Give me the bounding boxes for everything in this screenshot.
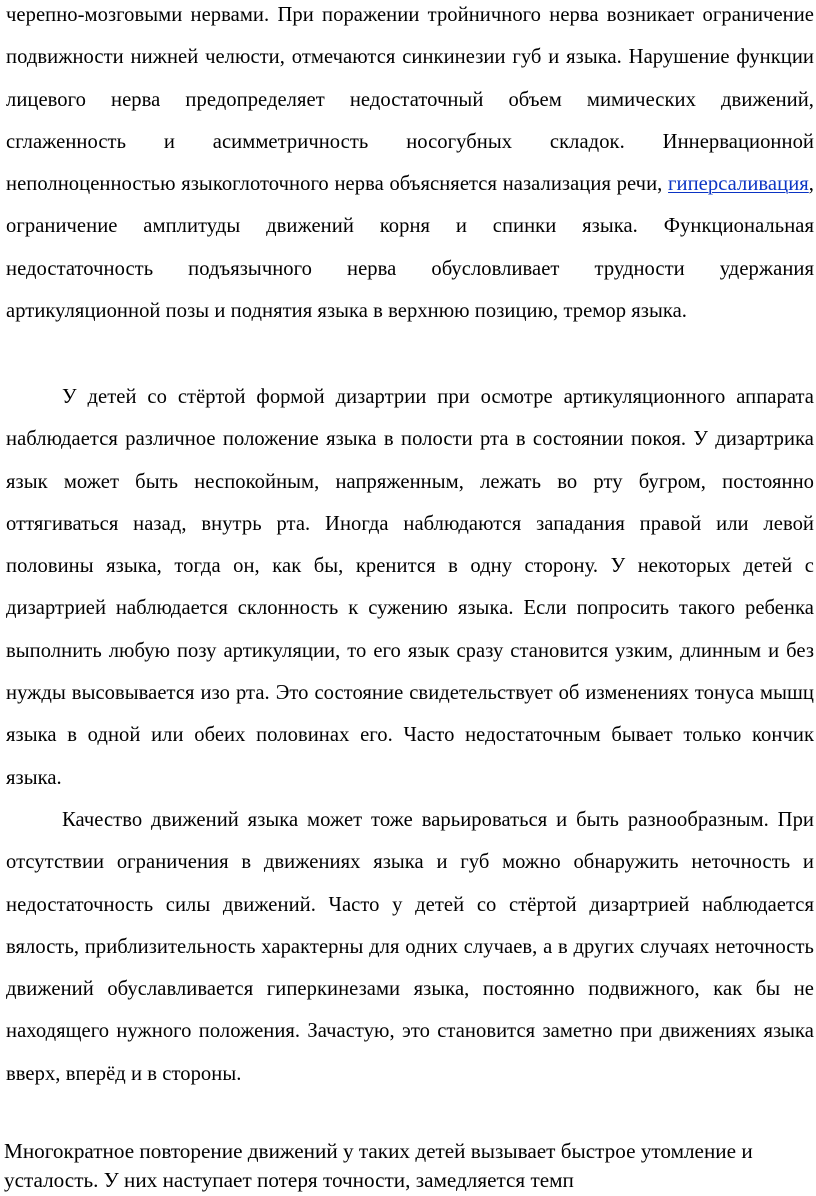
- hypersalivation-link[interactable]: гиперсаливация: [668, 173, 809, 196]
- paragraph-movement-quality: Качество движений языка может тоже варьироваться и быть разнообразным. При отсутствии ограничения в движениях языка и губ можно обнаружить неточность и недостаточность силы движений. Часто у детей со стёртой дизартрией наблюдается вялость, приблизительность характерны для одних случаев, а в других случаях неточность движений обуславливается гиперкинезами языка, постоянно подвижного, как бы не находящего нужного положения. Зачастую, это становится заметно при движениях языка вверх, вперёд и в стороны.: [6, 809, 814, 1085]
- paragraph-repetition-fatigue: Многократное повторение движений у таких детей вызывает быстрое утомление и усталость. У них наступает потеря точности, замедляется темп: [4, 1139, 753, 1192]
- paragraph-cranial-nerves: [6, 0, 814, 332]
- paragraph-1-text-after-link: , ограничение амплитуды движений корня и спинки языка. Функциональная недостаточность подъязычного нерва обусловливает трудности удержания артикуляционной позы и поднятия языка в верхнюю позицию, тремор языка.: [6, 173, 814, 323]
- paragraph-tongue-position: У детей со стёртой формой дизартрии при осмотре артикуляционного аппарата наблюдается различное положение языка в полости рта в состоянии покоя. У дизартрика язык может быть неспокойным, напряженным, лежать во рту бугром, постоянно оттягиваться назад, внутрь рта. Иногда наблюдаются западания правой или левой половины языка, тогда он, как бы, кренится в одну сторону. У некоторых детей с дизартрией наблюдается склонность к сужению языка. Если попросить такого ребенка выполнить любую позу артикуляции, то его язык сразу становится узким, длинным и без нужды высовывается изо рта. Это состояние свидетельствует об изменениях тонуса мышц языка в одной или обеих половинах его. Часто недостаточным бывает только кончик языка.: [6, 386, 814, 789]
- paragraph-1-text-before-link: черепно-мозговыми нервами. При поражении тройничного нерва возникает ограничение подвижности нижней челюсти, отмечаются синкинезии губ и языка. Нарушение функции лицевого нерва предопределяет недостаточный объем мимических движений, сглаженность и асимметричность носогубных складок. Иннервационной неполноценностью языкоглоточного нерва объясняется назализация речи,: [6, 4, 814, 196]
